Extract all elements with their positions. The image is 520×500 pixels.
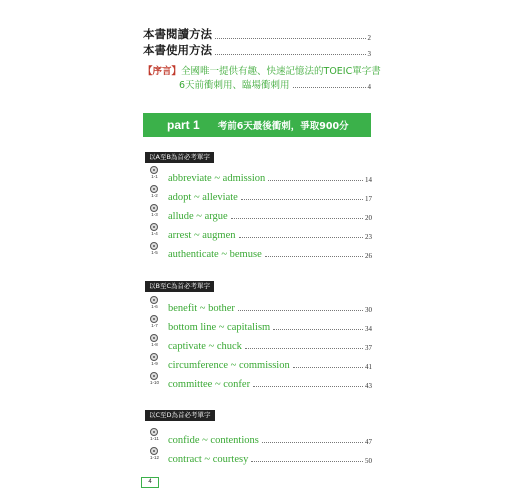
- leader-dots: [241, 199, 363, 200]
- word-range: committee ~ confer: [168, 379, 251, 390]
- word-range: benefit ~ bother: [168, 303, 235, 314]
- toc-entry-word-range[interactable]: [150, 166, 372, 184]
- toc-entry-page: 30: [365, 306, 372, 314]
- toc-entry-word-range[interactable]: [150, 428, 372, 446]
- toc-entry-word-range[interactable]: [150, 334, 372, 352]
- word-range: circumference ~ commission: [168, 360, 290, 371]
- word-range: allude ~ argue: [168, 211, 228, 222]
- leader-dots: [253, 386, 363, 387]
- toc-entry-page: 23: [365, 233, 372, 241]
- word-range: arrest ~ augmen: [168, 230, 236, 241]
- toc-entry-page: 43: [365, 382, 372, 390]
- toc-entry-page: 14: [365, 176, 372, 184]
- toc-entry-preface[interactable]: [143, 63, 381, 91]
- toc-entry-page: 50: [365, 457, 372, 465]
- toc-entry-usage-method[interactable]: [143, 42, 371, 58]
- cd-icon: 1-4: [150, 223, 159, 236]
- toc-entry-word-range[interactable]: [150, 223, 372, 241]
- leader-dots: [293, 367, 363, 368]
- part-subtitle: 考前6天最後衝刺，爭取900分: [217, 121, 349, 132]
- cd-icon: 1-10: [150, 372, 159, 385]
- leader-dots: [231, 218, 363, 219]
- cd-icon: 1-5: [150, 242, 159, 255]
- cd-icon: 1-1: [150, 166, 159, 179]
- toc-entry-reading-method[interactable]: [143, 26, 371, 42]
- word-range: bottom line ~ capitalism: [168, 322, 271, 333]
- leader-dots: [293, 87, 366, 88]
- toc-entry-word-range[interactable]: [150, 296, 372, 314]
- part-label: part 1: [167, 118, 200, 132]
- leader-dots: [268, 180, 363, 181]
- toc-entry-word-range[interactable]: [150, 204, 372, 222]
- cd-icon: 1-6: [150, 296, 159, 309]
- section-tag: 以C至D為首必考單字: [145, 410, 215, 421]
- section-tag: 以A至B為首必考單字: [145, 152, 214, 163]
- toc-entry-page: 26: [365, 252, 372, 260]
- word-range: adopt ~ alleviate: [168, 192, 238, 203]
- toc-entry-page: 37: [365, 344, 372, 352]
- preface-title-line1: 全國唯一提供有趣、快速記憶法的TOEIC單字書: [181, 66, 381, 77]
- cd-icon: 1-12: [150, 447, 159, 460]
- toc-entry-word-range[interactable]: [150, 372, 372, 390]
- word-range: contract ~ courtesy: [168, 454, 249, 465]
- word-range: captivate ~ chuck: [168, 341, 242, 352]
- section-tag: 以B至C為首必考單字: [145, 281, 214, 292]
- leader-dots: [239, 237, 364, 238]
- leader-dots: [238, 310, 363, 311]
- toc-entry-label: 本書閱讀方法: [143, 27, 212, 41]
- part-banner: [143, 113, 371, 137]
- cd-icon: 1-3: [150, 204, 159, 217]
- word-range: confide ~ contentions: [168, 435, 259, 446]
- toc-entry-page: 3: [367, 50, 371, 58]
- toc-entry-word-range[interactable]: [150, 353, 372, 371]
- front-matter-list: [143, 26, 371, 58]
- leader-dots: [215, 54, 366, 55]
- toc-entry-page: 17: [365, 195, 372, 203]
- word-range: abbreviate ~ admission: [168, 173, 266, 184]
- cd-icon: 1-9: [150, 353, 159, 366]
- leader-dots: [262, 442, 363, 443]
- cd-icon: 1-2: [150, 185, 159, 198]
- toc-entry-label: 本書使用方法: [143, 43, 212, 57]
- toc-entry-page: 34: [365, 325, 372, 333]
- toc-entry-page: 4: [367, 83, 371, 91]
- leader-dots: [245, 348, 363, 349]
- toc-entry-word-range[interactable]: [150, 185, 372, 203]
- cd-icon: 1-11: [150, 428, 159, 441]
- leader-dots: [273, 329, 363, 330]
- cd-icon: 1-8: [150, 334, 159, 347]
- toc-entry-page: 20: [365, 214, 372, 222]
- toc-entry-word-range[interactable]: [150, 447, 372, 465]
- preface-tag: 【序言】: [143, 66, 182, 77]
- page-number: 4: [141, 477, 159, 488]
- toc-entry-page: 41: [365, 363, 372, 371]
- toc-entry-page: 47: [365, 438, 372, 446]
- toc-entry-page: 2: [367, 34, 371, 42]
- cd-icon: 1-7: [150, 315, 159, 328]
- toc-entry-word-range[interactable]: [150, 242, 372, 260]
- preface-title-line2: 6天前衝刺用、臨場衝刺用: [179, 80, 290, 91]
- leader-dots: [251, 461, 363, 462]
- leader-dots: [265, 256, 363, 257]
- toc-entry-word-range[interactable]: [150, 315, 372, 333]
- leader-dots: [215, 38, 366, 39]
- word-range: authenticate ~ bemuse: [168, 249, 262, 260]
